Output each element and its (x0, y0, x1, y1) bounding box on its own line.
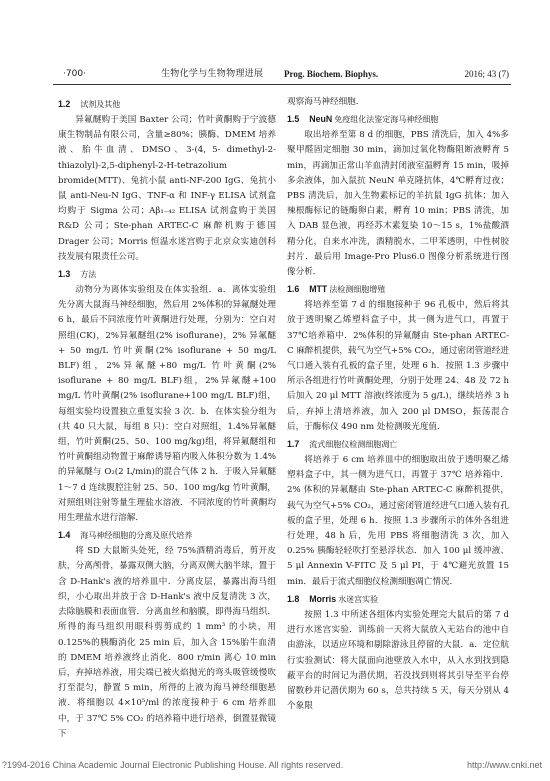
section-title: 试剂及其他 (80, 100, 121, 109)
section-number: 1.6 (287, 284, 300, 295)
footer-url[interactable]: http://www.cnki.net (466, 760, 542, 770)
section-heading-1-5 (287, 112, 509, 127)
section-number: 1.5 (287, 114, 300, 125)
section-title: 法检测细胞增殖 (329, 285, 386, 295)
section-heading-1-7 (287, 437, 509, 452)
paragraph-methods: 动物分为离体实验组及在体实验组．a．离体实验组先分离大鼠海马神经细胞，然后用 2%体积的异氟醚处理 6 h，最后不同浓度竹叶黄酮进行处理，分别为：空白对照组(CK)，2%异氟醚组(2% isoflurane)，2% 异氟醚 + 50 mg/L 竹叶黄酮(2% isoflurane + 50 mg/L BLF)组，2%异氟醚+80 mg/L 竹叶黄酮(2% isoflurane + 80 mg/L BLF)组，2%异氟醚+100 mg/L 竹叶黄酮(2% isoflurane+100 mg/L BLF)组，每组实验均设置独立重复实验 3 次．b．在体实验分组为(共 40 只大鼠，每组 8 只)：空白对照组，1.4%异氟醚组，竹叶黄酮(25、50、100 mg/kg)组，将异氟醚组和竹叶黄酮组动物置于麻醉诱导箱内吸入体积分数为 1.4%的异氟醚与 O₂(2 L/min)的混合气体 2 h．于吸入异氟醚 1～7 d 连续腹腔注射 25、50、100 mg/kg 竹叶黄酮，对照组则注射等量生理盐水溶液．不同浓度的竹叶黄酮均用生理盐水进行溶解． (58, 285, 276, 524)
section-heading-1-6 (287, 282, 509, 297)
section-number: 1.8 (287, 593, 300, 604)
journal-name-cn: 生物化学与生物物理进展 (161, 69, 264, 79)
section-title-en: NeuN (309, 114, 333, 125)
section-heading-1-4 (58, 528, 276, 543)
section-title: 水迷宫实验 (338, 594, 379, 604)
section-heading-1-2 (58, 97, 276, 112)
section-number: 1.3 (58, 269, 71, 280)
journal-name-en: Prog. Biochem. Biophys. (284, 69, 379, 79)
section-number: 1.4 (58, 530, 71, 541)
left-column (58, 95, 276, 740)
page-footer (0, 760, 550, 774)
page-number: ·700· (63, 69, 86, 79)
paragraph-continued: 观察海马神经细胞． (287, 97, 365, 107)
paragraph-flow: 将培养于 6 cm 培养皿中的细胞取出放于透明聚乙烯塑料盒子中，其一侧为进气口，再置于 37℃ 培养箱中．2% 体积的异氟醚由 Ste-phan ARTEC-C 麻醉机提供，载气为空气+5% CO₂，通过密闭管道经进气口通入装有孔板的盒子里，处理 6 h．按照 1.3 步骤所示的体外各组进行处理，48 h 后，先用 PBS 将细胞清洗 3 次，加入 0.25% 胰酶轻轻吹打至悬浮状态．加入 100 μl 缓冲液、5 μl Annexin V-FITC 及 5 μl PI，于 4℃避光放置 15 min．最后于流式细胞仪检测细胞凋亡情况． (287, 455, 509, 587)
section-title: 流式细胞仪检测细胞凋亡 (309, 440, 398, 450)
section-title: 海马神经细胞的分离及原代培养 (80, 531, 193, 541)
section-title: 免疫组化法鉴定海马神经细胞 (334, 115, 439, 125)
year-volume: 2016; 43 (7) (464, 69, 509, 79)
right-column (287, 95, 509, 740)
paragraph-neun: 取出培养至第 8 d 的细胞，PBS 清洗后，加入 4%多聚甲醛固定细胞 30 min，滴加过氧化物酶阻断液孵育 5 min，再滴加正常山羊血清封闭液室温孵育 15 min，吸掉多余液体，加入鼠抗 NeuN 单克隆抗体，4℃孵育过夜；PBS 清洗后，加入生物素标记的羊抗鼠 IgG 抗体；加入辣根酶标记的链酶卵白素，孵育 10 min；PBS 清洗，加入 DAB 显色液，再经苏木素复染 10～15 s，1%盐酸酒精分化，自来水冲洗，酒精脱水、二甲苯透明，中性树胶封片．最后用 Image-Pro Plus6.0 图像分析系统进行图像分析． (287, 130, 509, 278)
paragraph-reagents: 异氟醚购于美国 Baxter 公司；竹叶黄酮购于宁波德康生物制品有限公司，含量≥80%；胰酶、DMEM 培养液、胎牛血清、DMSO、3-(4, 5- dimethyl-2-thiazolyl)-2,5-diphenyl-2-H-tetrazolium bromide(MTT)、兔抗小鼠 anti-NF-200 IgG、兔抗小鼠 anti-Neu-N IgG、TNF-α 和 INF-γ ELISA 试剂盒均购于 Sigma 公司；Aβ₁₋₄₂ ELISA 试剂盒购于美国 R&D 公司；Ste-phan ARTEC-C 麻醉机购于德国 Drager 公司；Morris 恒温水迷宫购于北京众实迪创科技发展有限责任公司。 (58, 115, 276, 262)
section-heading-1-8 (287, 592, 509, 607)
paragraph-morris: 按照 1.3 中所述各组体内实验处理完大鼠后的第 7 d 进行水迷宫实验．训练前一天将大鼠放入无站台的池中自由游泳，以适应环境和剔除游泳且停留的大鼠．a．定位航行实验测试：将大鼠面向池壁放入水中，从入水到找到隐蔽平台的时间记为潜伏期，若没找到则将其引导至平台停留数秒并记潜伏期为 60 s，总共持续 5 天，每天分别从 4 个象限 (287, 609, 509, 712)
running-header (53, 64, 511, 85)
section-number: 1.7 (287, 439, 300, 450)
paragraph-culture: 将 SD 大鼠断头处死，经 75%酒精消毒后，剪开皮肤，分离颅骨，暴露双侧大脑，分离双侧大脑半球，置于含 D-Hank's 液的培养皿中．分离皮层，暴露出海马组织，小心取出并放于含 D-Hank's 液中反复清洗 3 次，去除脑膜和表面血管．分离血丝和脑膜，即得海马组织．所得的海马组织用眼科剪剪成约 1 mm³ 的小块，用 0.125%的胰酶消化 25 min 后，加入含 15%胎牛血清的 DMEM 培养液终止消化．800 r/min 离心 10 min 后，弃掉培养液，用尖端已被火焰抛光的弯头吸管缓慢吹打至混匀，静置 5 min，所得的上液为海马神经细胞悬液．将细胞以 4×10⁵/ml 的浓度接种于 6 cm 培养皿中，于 37℃ 5% CO₂ 的培养箱中进行培养，倒置显微镜下 (58, 546, 276, 739)
section-title-en: MTT (309, 284, 328, 295)
section-title-en: Morris (309, 593, 337, 604)
section-title: 方法 (80, 270, 97, 280)
copyright-notice: ?1994-2016 China Academic Journal Electronic Publishing House. All rights reserved. (2, 760, 344, 770)
section-heading-1-3 (58, 267, 276, 282)
section-number: 1.2 (58, 99, 71, 109)
paragraph-mtt: 将培养至第 7 d 的细胞接种于 96 孔板中，然后将其放于透明聚乙烯塑料盒子中，其一侧为进气口，再置于 37℃培养箱中．2%体积的异氟醚由 Ste-phan ARTEC-C 麻醉机提供，载气为空气+5% CO₂，通过密闭管道经进气口通入装有孔板的盒子里，处理 6 h．按照 1.3 步骤中所示各组进行竹叶黄酮处理，分别于处理 24、48 及 72 h 后加入 20 μl MTT 溶液(终浓度为 5 g/L)，继续培养 3 h 后，弃掉上清培养液，加入 200 μl DMSO，振荡混合后，于酶标仪 490 nm 处检测吸光度值． (287, 300, 509, 432)
